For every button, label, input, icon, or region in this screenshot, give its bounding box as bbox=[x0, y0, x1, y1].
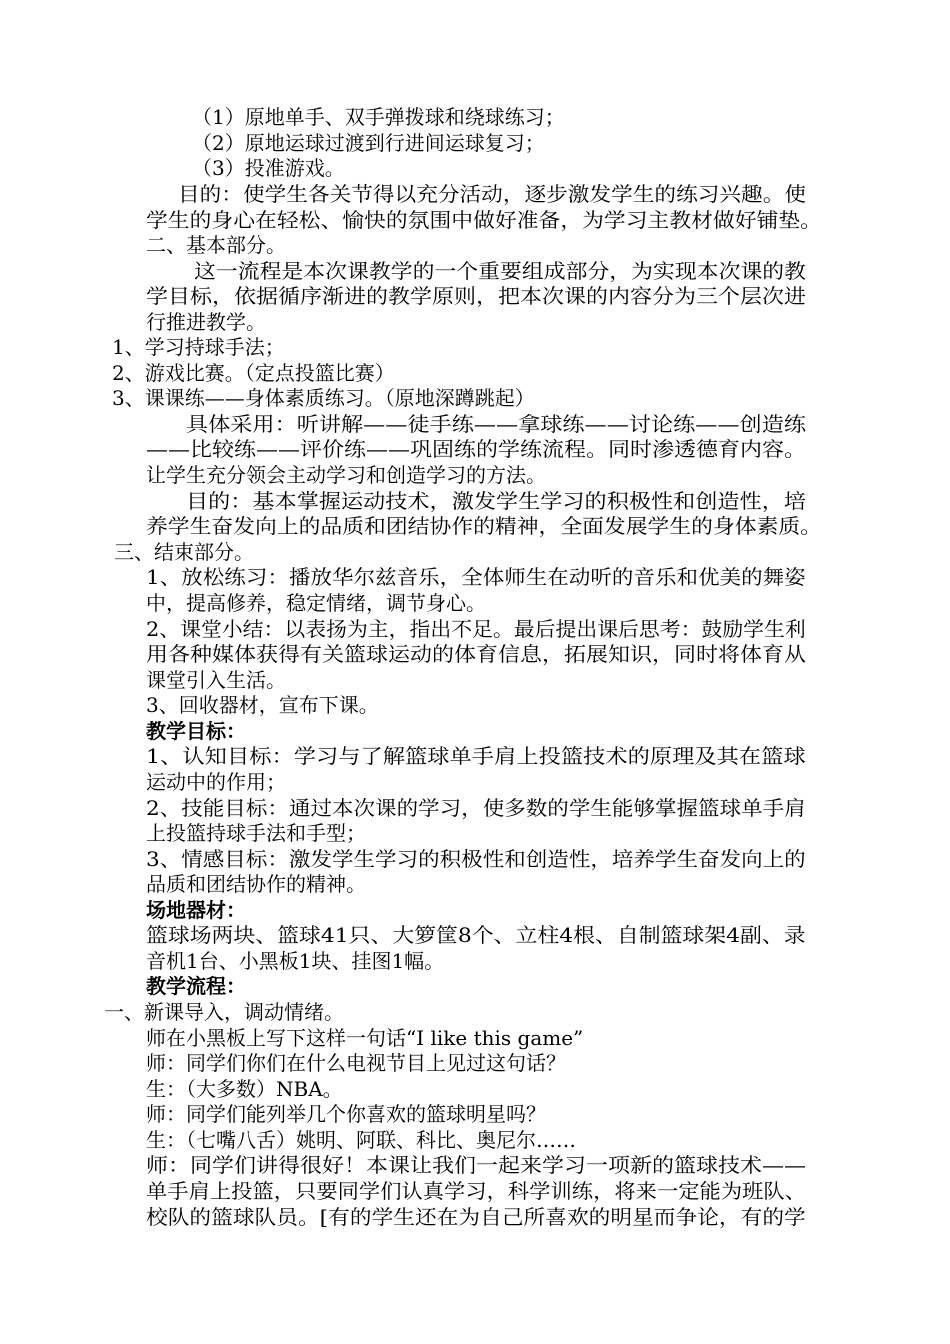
text-line: 师在小黑板上写下这样一句话“I like this game” bbox=[146, 1026, 584, 1050]
text-line: 单手肩上投篮，只要同学们认真学习，科学训练，将来一定能为班队、 bbox=[146, 1179, 806, 1203]
text-line: 生：（大多数）NBA。 bbox=[146, 1077, 343, 1101]
text-line: 校队的篮球队员。[有的学生还在为自己所喜欢的明星而争论，有的学 bbox=[146, 1205, 806, 1229]
text-line: 二、基本部分。 bbox=[146, 233, 286, 257]
text-line: 师：同学们你们在什么电视节目上见过这句话？ bbox=[146, 1051, 566, 1075]
text-line: 用各种媒体获得有关篮球运动的体育信息，拓展知识，同时将体育从 bbox=[146, 642, 806, 666]
text-line: 养学生奋发向上的品质和团结协作的精神，全面发展学生的身体素质。 bbox=[146, 514, 822, 538]
text-line: （1）原地单手、双手弹拨球和绕球练习； bbox=[192, 105, 565, 129]
text-line: 具体采用：听讲解——徒手练——拿球练——讨论练——创造练 bbox=[186, 412, 806, 436]
text-line: （3）投准游戏。 bbox=[192, 156, 345, 180]
text-line: 学生的身心在轻松、愉快的氛围中做好准备，为学习主教材做好铺垫。 bbox=[146, 208, 822, 232]
text-line: 2、技能目标：通过本次课的学习，使多数的学生能够掌握篮球单手肩 bbox=[146, 796, 806, 820]
text-line: 运动中的作用； bbox=[146, 770, 286, 794]
text-line: 这一流程是本次课教学的一个重要组成部分，为实现本次课的教 bbox=[194, 259, 807, 283]
text-line: 三、结束部分。 bbox=[114, 540, 254, 564]
section-heading: 场地器材： bbox=[146, 898, 246, 922]
text-line: 2、游戏比赛。（定点投篮比赛） bbox=[112, 361, 395, 385]
text-line: 中，提高修养，稳定情绪，调节身心。 bbox=[146, 591, 486, 615]
text-line: 上投篮持球手法和手型； bbox=[146, 821, 366, 845]
text-line: 品质和团结协作的精神。 bbox=[146, 872, 366, 896]
text-line: 一、新课导入，调动情绪。 bbox=[104, 1000, 344, 1024]
text-line: 1、放松练习：播放华尔兹音乐，全体师生在动听的音乐和优美的舞姿 bbox=[146, 565, 806, 589]
text-line: 1、学习持球手法； bbox=[112, 335, 285, 359]
text-line: 生：（七嘴八舌）姚明、阿联、科比、奥尼尔…… bbox=[146, 1128, 576, 1152]
text-line: 行推进教学。 bbox=[146, 310, 266, 334]
text-line: 2、课堂小结：以表扬为主，指出不足。最后提出课后思考：鼓励学生利 bbox=[146, 617, 806, 641]
section-heading: 教学目标： bbox=[146, 719, 246, 743]
text-line: 篮球场两块、篮球41只、大箩筐8个、立柱4根、自制篮球架4副、录 bbox=[146, 923, 806, 947]
text-line: 让学生充分领会主动学习和创造学习的方法。 bbox=[146, 463, 546, 487]
text-line: ——比较练——评价练——巩固练的学练流程。同时渗透德育内容。 bbox=[146, 437, 806, 461]
text-line: （2）原地运球过渡到行进间运球复习； bbox=[192, 131, 545, 155]
text-line: 目的：基本掌握运动技术，激发学生学习的积极性和创造性，培 bbox=[186, 489, 806, 513]
section-heading: 教学流程： bbox=[146, 974, 246, 998]
text-line: 师：同学们能列举几个你喜欢的篮球明星吗？ bbox=[146, 1102, 546, 1126]
text-line: 学目标，依据循序渐进的教学原则，把本次课的内容分为三个层次进 bbox=[146, 284, 806, 308]
text-line: 目的：使学生各关节得以充分活动，逐步激发学生的练习兴趣。使 bbox=[178, 182, 807, 206]
text-line: 课堂引入生活。 bbox=[146, 668, 286, 692]
text-line: 师：同学们讲得很好！本课让我们一起来学习一项新的篮球技术—— bbox=[146, 1153, 806, 1177]
text-line: 3、课课练——身体素质练习。（原地深蹲跳起） bbox=[112, 386, 535, 410]
text-line: 音机1台、小黑板1块、挂图1幅。 bbox=[146, 949, 445, 973]
text-line: 1、认知目标：学习与了解篮球单手肩上投篮技术的原理及其在篮球 bbox=[146, 744, 806, 768]
text-line: 3、回收器材，宣布下课。 bbox=[146, 693, 379, 717]
text-line: 3、情感目标：激发学生学习的积极性和创造性，培养学生奋发向上的 bbox=[146, 847, 806, 871]
